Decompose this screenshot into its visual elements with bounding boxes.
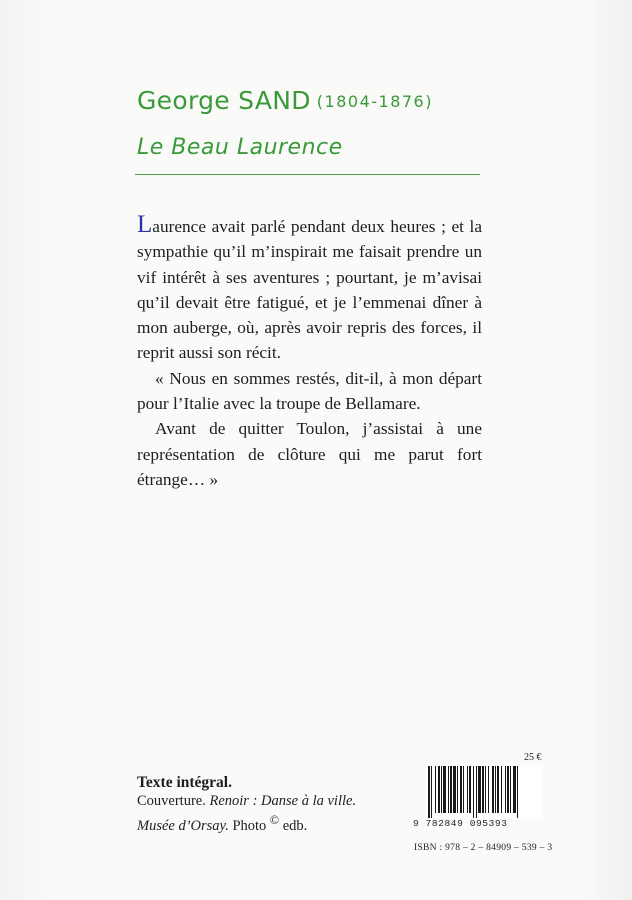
barcode-digits: 9 782849 095393 (413, 818, 508, 829)
barcode-bar (517, 766, 518, 818)
price-label: 25 € (524, 752, 542, 763)
isbn-number: ISBN : 978 – 2 – 84909 – 539 – 3 (414, 843, 553, 853)
barcode-bar (476, 766, 477, 818)
barcode-bars (426, 765, 542, 819)
author-line (137, 86, 433, 115)
photo-label: Photo (232, 817, 267, 834)
barcode-bar (485, 766, 486, 813)
drop-cap: L (137, 211, 153, 238)
excerpt-text (137, 212, 482, 492)
barcode-bar (453, 766, 456, 813)
excerpt-paragraph-2: « Nous en sommes restés, dit-il, à mon départ pour l’Italie avec la troupe de Bellamare. (137, 368, 482, 414)
barcode-bar (501, 766, 502, 813)
cover-prefix: Couverture. (137, 793, 206, 809)
photo-credit: edb. (282, 817, 308, 834)
barcode-bar (463, 766, 464, 813)
divider-rule (135, 174, 480, 175)
edition-note: Texte intégral. (137, 774, 232, 791)
author-name: George SAND (137, 86, 311, 115)
barcode-bar (488, 766, 489, 813)
barcode-bar (473, 766, 474, 818)
barcode-bar (505, 766, 506, 813)
barcode-bar (478, 766, 481, 813)
barcode-bar (457, 766, 458, 813)
barcode (426, 765, 542, 819)
barcode-bar (469, 766, 471, 813)
barcode-bar (510, 766, 511, 813)
barcode-bar (448, 766, 449, 813)
barcode-bar (450, 766, 452, 813)
author-dates: (1804-1876) (316, 92, 433, 111)
barcode-bar (435, 766, 436, 813)
barcode-bar (438, 766, 440, 813)
cover-artist: Renoir : (209, 793, 258, 809)
barcode-bar (495, 766, 496, 813)
barcode-bar (460, 766, 462, 813)
barcode-bar (482, 766, 484, 813)
barcode-bar (431, 766, 432, 818)
cover-work: Danse à la ville. (261, 793, 357, 809)
excerpt-paragraph-3: Avant de quitter Toulon, j’assistai à une représentation de clôture qui me parut fort étrange… » (137, 419, 482, 489)
barcode-bar (513, 766, 516, 813)
barcode-bar (492, 766, 494, 813)
copyright-symbol: © (269, 813, 280, 827)
barcode-bar (443, 766, 446, 813)
excerpt-paragraph-1 (137, 212, 482, 366)
barcode-bar (497, 766, 499, 813)
barcode-bar (428, 766, 430, 818)
barcode-bar (507, 766, 509, 813)
museum-name: Musée d’Orsay. (137, 817, 229, 834)
barcode-bar (441, 766, 442, 813)
book-title: Le Beau Laurence (137, 135, 343, 160)
paragraph-1-text: aurence avait parlé pendant deux heures ; et la sympathie qu’il m’inspirait me faisait prendre un vif intérêt à ses aventures ; pourtant, je m’avisai qu’il devait être fatigué, et je l’emmenai dîner à mon auberge, où, après avoir repris des forces, il reprit aussi son récit. (137, 217, 482, 363)
credits-block (137, 773, 356, 836)
barcode-bar (467, 766, 468, 813)
